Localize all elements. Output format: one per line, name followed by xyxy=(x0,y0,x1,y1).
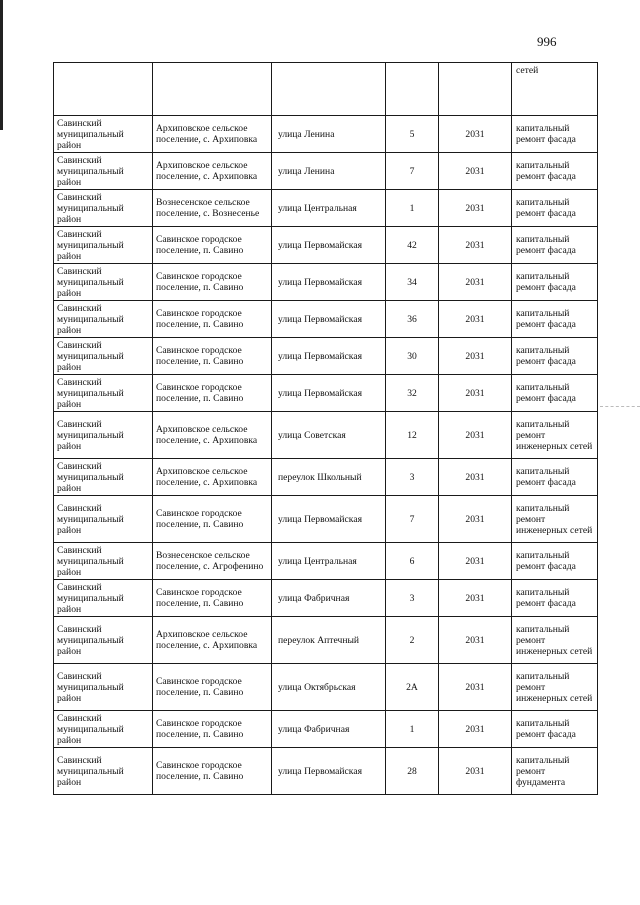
cell-house: 28 xyxy=(386,748,439,795)
table-row xyxy=(54,301,598,338)
cell-year: 2031 xyxy=(439,153,512,190)
cell-street: улица Советская xyxy=(272,412,386,459)
cell-work: капитальный ремонт фасада xyxy=(512,580,598,617)
cell-house: 32 xyxy=(386,375,439,412)
cell-work: капитальный ремонт инженерных сетей xyxy=(512,664,598,711)
cell-street: улица Первомайская xyxy=(272,496,386,543)
cell-district: Савинский муниципальный район xyxy=(54,116,153,153)
cell-house: 2А xyxy=(386,664,439,711)
cell-settlement: Савинское городское поселение, п. Савино xyxy=(153,664,272,711)
cell-settlement: Архиповское сельское поселение, с. Архиповка xyxy=(153,617,272,664)
cell-house: 1 xyxy=(386,711,439,748)
cell-district: Савинский муниципальный район xyxy=(54,543,153,580)
cell-year: 2031 xyxy=(439,190,512,227)
cell-street: улица Первомайская xyxy=(272,338,386,375)
cell-district: Савинский муниципальный район xyxy=(54,496,153,543)
table-row xyxy=(54,580,598,617)
cell-settlement: Савинское городское поселение, п. Савино xyxy=(153,375,272,412)
cell-house: 7 xyxy=(386,496,439,543)
table-row xyxy=(54,748,598,795)
cell-year: 2031 xyxy=(439,116,512,153)
table-row xyxy=(54,664,598,711)
cell-settlement xyxy=(153,63,272,116)
cell-settlement: Архиповское сельское поселение, с. Архиповка xyxy=(153,153,272,190)
cell-house: 34 xyxy=(386,264,439,301)
cell-year: 2031 xyxy=(439,338,512,375)
cell-street: улица Октябрьская xyxy=(272,664,386,711)
cell-district: Савинский муниципальный район xyxy=(54,412,153,459)
cell-district: Савинский муниципальный район xyxy=(54,264,153,301)
cell-year: 2031 xyxy=(439,711,512,748)
cell-house: 5 xyxy=(386,116,439,153)
cell-work: капитальный ремонт фасада xyxy=(512,264,598,301)
cell-street: улица Центральная xyxy=(272,190,386,227)
scan-edge-mark xyxy=(0,0,3,130)
cell-year: 2031 xyxy=(439,459,512,496)
cell-settlement: Савинское городское поселение, п. Савино xyxy=(153,711,272,748)
cell-house: 6 xyxy=(386,543,439,580)
table-row xyxy=(54,617,598,664)
cell-settlement: Савинское городское поселение, п. Савино xyxy=(153,301,272,338)
cell-street xyxy=(272,63,386,116)
cell-year: 2031 xyxy=(439,264,512,301)
cell-settlement: Савинское городское поселение, п. Савино xyxy=(153,338,272,375)
cell-settlement: Архиповское сельское поселение, с. Архиповка xyxy=(153,412,272,459)
cell-district: Савинский муниципальный район xyxy=(54,301,153,338)
cell-year: 2031 xyxy=(439,227,512,264)
cell-work: капитальный ремонт инженерных сетей xyxy=(512,617,598,664)
table-row xyxy=(54,190,598,227)
cell-settlement: Вознесенское сельское поселение, с. Агрофенино xyxy=(153,543,272,580)
cell-district: Савинский муниципальный район xyxy=(54,617,153,664)
cell-house: 7 xyxy=(386,153,439,190)
cell-work: капитальный ремонт фасада xyxy=(512,301,598,338)
table-row xyxy=(54,116,598,153)
cell-work: капитальный ремонт инженерных сетей xyxy=(512,412,598,459)
cell-street: улица Первомайская xyxy=(272,301,386,338)
cell-work: капитальный ремонт фасада xyxy=(512,543,598,580)
cell-work: капитальный ремонт фундамента xyxy=(512,748,598,795)
cell-street: улица Ленина xyxy=(272,153,386,190)
cell-district: Савинский муниципальный район xyxy=(54,459,153,496)
cell-house: 3 xyxy=(386,580,439,617)
cell-work: капитальный ремонт инженерных сетей xyxy=(512,496,598,543)
table-row xyxy=(54,543,598,580)
cell-street: улица Центральная xyxy=(272,543,386,580)
cell-street: улица Первомайская xyxy=(272,227,386,264)
cell-year: 2031 xyxy=(439,412,512,459)
cell-district: Савинский муниципальный район xyxy=(54,748,153,795)
cell-year: 2031 xyxy=(439,496,512,543)
cell-district xyxy=(54,63,153,116)
cell-settlement: Вознесенское сельское поселение, с. Вознесенье xyxy=(153,190,272,227)
cell-work: капитальный ремонт фасада xyxy=(512,375,598,412)
cell-work: капитальный ремонт фасада xyxy=(512,338,598,375)
cell-street: улица Первомайская xyxy=(272,748,386,795)
cell-work: капитальный ремонт фасада xyxy=(512,227,598,264)
cell-house: 36 xyxy=(386,301,439,338)
cell-settlement: Архиповское сельское поселение, с. Архиповка xyxy=(153,459,272,496)
cell-street: переулок Школьный xyxy=(272,459,386,496)
page-number: 996 xyxy=(537,34,557,49)
cell-work: капитальный ремонт фасада xyxy=(512,190,598,227)
cell-settlement: Савинское городское поселение, п. Савино xyxy=(153,227,272,264)
cell-year: 2031 xyxy=(439,748,512,795)
cell-year: 2031 xyxy=(439,301,512,338)
cell-street: улица Фабричная xyxy=(272,711,386,748)
cell-year: 2031 xyxy=(439,375,512,412)
cell-year: 2031 xyxy=(439,580,512,617)
cell-street: улица Первомайская xyxy=(272,375,386,412)
cell-district: Савинский муниципальный район xyxy=(54,711,153,748)
table-row xyxy=(54,153,598,190)
cell-settlement: Савинское городское поселение, п. Савино xyxy=(153,264,272,301)
scan-artifact-line xyxy=(600,406,640,408)
cell-house: 3 xyxy=(386,459,439,496)
cell-work: капитальный ремонт фасада xyxy=(512,116,598,153)
cell-work: капитальный ремонт фасада xyxy=(512,459,598,496)
cell-house: 1 xyxy=(386,190,439,227)
cell-settlement: Савинское городское поселение, п. Савино xyxy=(153,748,272,795)
table-row xyxy=(54,459,598,496)
table-row xyxy=(54,412,598,459)
cell-street: улица Фабричная xyxy=(272,580,386,617)
table-row xyxy=(54,711,598,748)
cell-district: Савинский муниципальный район xyxy=(54,338,153,375)
cell-house: 2 xyxy=(386,617,439,664)
table-row xyxy=(54,338,598,375)
cell-house: 30 xyxy=(386,338,439,375)
cell-year: 2031 xyxy=(439,617,512,664)
cell-district: Савинский муниципальный район xyxy=(54,664,153,711)
cell-district: Савинский муниципальный район xyxy=(54,227,153,264)
cell-street: улица Ленина xyxy=(272,116,386,153)
cell-district: Савинский муниципальный район xyxy=(54,375,153,412)
table-row xyxy=(54,375,598,412)
cell-settlement: Архиповское сельское поселение, с. Архиповка xyxy=(153,116,272,153)
cell-house xyxy=(386,63,439,116)
cell-work: сетей xyxy=(512,63,598,116)
cell-street: улица Первомайская xyxy=(272,264,386,301)
table-row xyxy=(54,496,598,543)
cell-house: 42 xyxy=(386,227,439,264)
table-row xyxy=(54,264,598,301)
table-row-continued xyxy=(54,63,598,116)
cell-work: капитальный ремонт фасада xyxy=(512,153,598,190)
table-body xyxy=(54,63,598,795)
cell-work: капитальный ремонт фасада xyxy=(512,711,598,748)
table-row xyxy=(54,227,598,264)
renovation-schedule-table xyxy=(53,62,598,795)
cell-year: 2031 xyxy=(439,543,512,580)
cell-district: Савинский муниципальный район xyxy=(54,580,153,617)
cell-district: Савинский муниципальный район xyxy=(54,190,153,227)
cell-year xyxy=(439,63,512,116)
cell-settlement: Савинское городское поселение, п. Савино xyxy=(153,580,272,617)
cell-house: 12 xyxy=(386,412,439,459)
cell-street: переулок Аптечный xyxy=(272,617,386,664)
cell-year: 2031 xyxy=(439,664,512,711)
cell-district: Савинский муниципальный район xyxy=(54,153,153,190)
cell-settlement: Савинское городское поселение, п. Савино xyxy=(153,496,272,543)
